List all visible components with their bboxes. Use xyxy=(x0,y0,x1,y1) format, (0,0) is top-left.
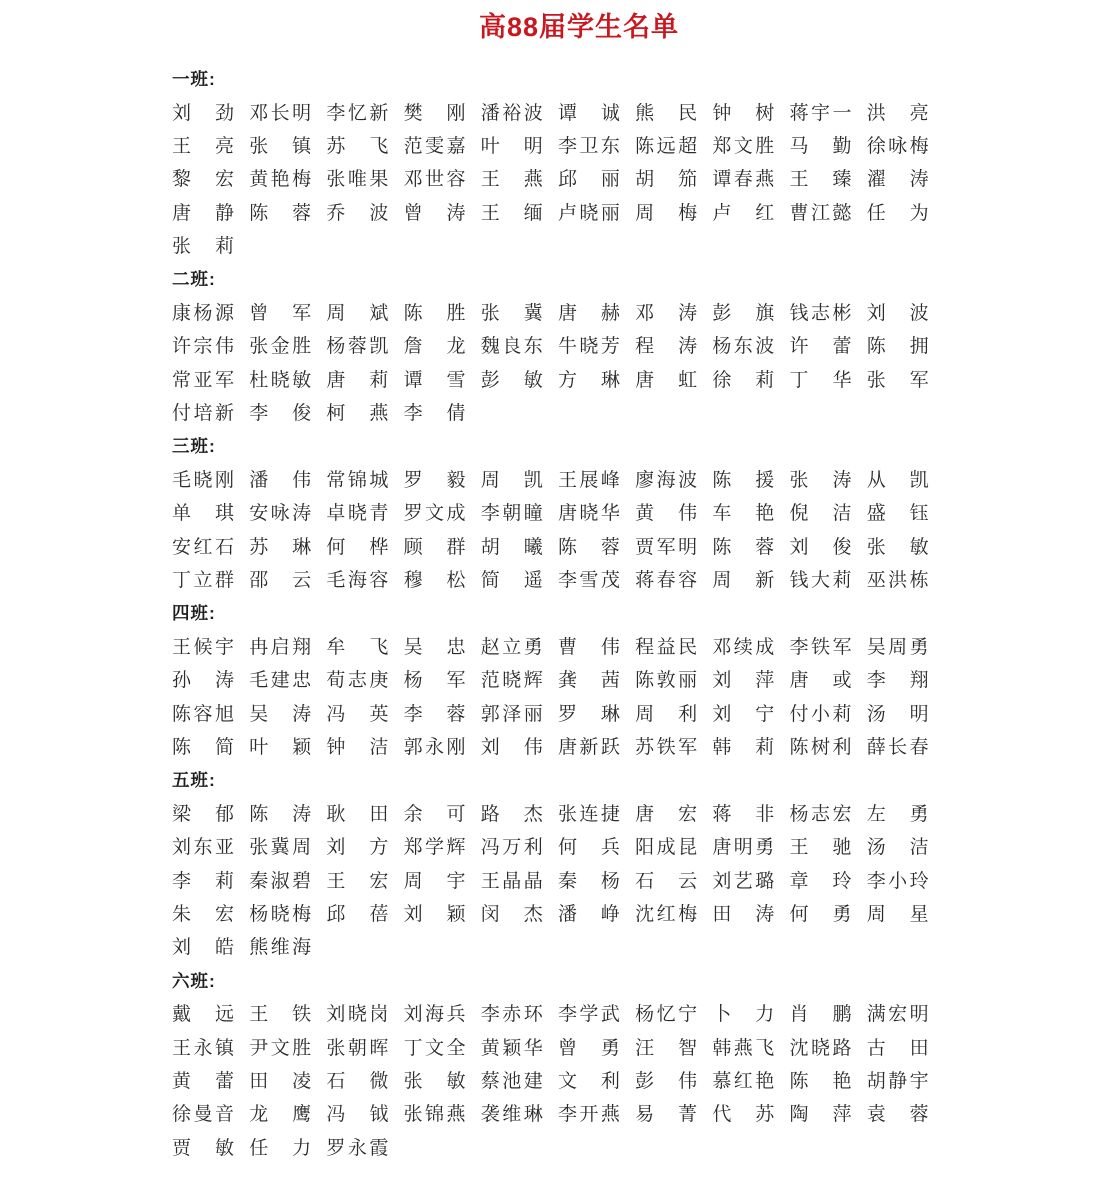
student-name: 许 蕾 xyxy=(789,336,852,358)
student-name: 杨 忆 宁 xyxy=(635,1004,698,1026)
student-name: 韩 燕 飞 xyxy=(712,1037,775,1059)
student-name: 戴 远 xyxy=(172,1004,234,1026)
student-name: 单 琪 xyxy=(172,503,234,525)
student-name: 张 唯 果 xyxy=(326,169,389,191)
student-name: 王 展 峰 xyxy=(557,469,620,491)
student-name: 盛 钰 xyxy=(866,503,929,525)
student-name: 陈 树 利 xyxy=(789,737,852,758)
student-name: 熊 维 海 xyxy=(249,937,312,959)
student-name: 陈 涛 xyxy=(249,803,312,825)
student-name: 谭 春 燕 xyxy=(712,169,775,191)
student-name: 周 梅 xyxy=(635,202,698,224)
student-name: 田 凌 xyxy=(249,1070,312,1092)
student-name: 石 微 xyxy=(326,1070,389,1092)
student-name: 毛 海 容 xyxy=(326,570,389,592)
student-name: 邱 丽 xyxy=(557,169,620,191)
student-name: 何 桦 xyxy=(326,536,389,558)
student-name: 张 冀 周 xyxy=(249,837,312,859)
student-name: 潘 裕 波 xyxy=(480,102,543,124)
student-name: 周 星 xyxy=(866,903,929,925)
student-list xyxy=(172,63,942,1165)
student-name: 李 倩 xyxy=(403,403,466,425)
student-name: 曹 伟 xyxy=(557,636,620,658)
student-name: 古 田 xyxy=(866,1037,929,1059)
student-name: 蒋 春 容 xyxy=(635,570,698,592)
student-name: 李 赤 环 xyxy=(480,1004,543,1026)
student-name: 刘 皓 xyxy=(172,937,234,959)
student-name: 蒋 非 xyxy=(712,803,775,825)
student-name: 陈 蓉 xyxy=(712,536,775,558)
student-name: 何 兵 xyxy=(557,837,620,859)
class-label: 五班: xyxy=(172,770,216,791)
student-name: 魏 良 东 xyxy=(480,336,543,358)
student-name: 曾 军 xyxy=(249,302,312,324)
student-name: 刘 东 亚 xyxy=(172,837,234,859)
student-name: 刘 萍 xyxy=(712,670,775,692)
class-section xyxy=(172,764,942,964)
student-name: 刘 晓 岗 xyxy=(326,1004,389,1026)
student-name: 何 勇 xyxy=(789,903,852,925)
student-name: 张 敏 xyxy=(403,1070,466,1092)
student-name: 余 可 xyxy=(403,803,466,825)
student-name: 王 候 宇 xyxy=(172,636,234,658)
student-name: 刘 方 xyxy=(326,837,389,859)
student-name: 黄 颖 华 xyxy=(480,1037,543,1059)
page-title: 高88届学生名单 xyxy=(478,12,680,42)
student-name: 陈 胜 xyxy=(403,302,466,324)
student-name: 李 卫 东 xyxy=(557,135,620,157)
student-name: 潘 峥 xyxy=(557,903,620,925)
student-name: 常 亚 军 xyxy=(172,369,234,391)
student-name: 许 宗 伟 xyxy=(172,336,234,358)
class-section xyxy=(172,597,942,764)
student-name: 汪 智 xyxy=(635,1037,698,1059)
student-name: 罗 毅 xyxy=(403,469,466,491)
student-name: 任 力 xyxy=(249,1137,312,1159)
student-name: 王 亮 xyxy=(172,135,234,157)
student-name: 詹 龙 xyxy=(403,336,466,358)
student-name: 李 雪 茂 xyxy=(557,570,620,592)
student-name: 张 敏 xyxy=(866,536,929,558)
student-name: 陈 艳 xyxy=(789,1070,852,1092)
student-name: 唐 新 跃 xyxy=(557,737,620,758)
student-name: 杨 蓉 凯 xyxy=(326,336,389,358)
student-name: 汤 洁 xyxy=(866,837,929,859)
student-name: 陶 萍 xyxy=(789,1104,852,1126)
student-name: 杜 晓 敏 xyxy=(249,369,312,391)
student-name: 闵 杰 xyxy=(480,903,543,925)
student-name: 钟 树 xyxy=(712,102,775,124)
student-name: 张 金 胜 xyxy=(249,336,312,358)
student-name: 赵 立 勇 xyxy=(480,636,543,658)
student-name: 谭 诚 xyxy=(557,102,620,124)
student-name: 杨 军 xyxy=(403,670,466,692)
student-name: 汤 明 xyxy=(866,703,929,725)
student-name: 乔 波 xyxy=(326,202,389,224)
class-section xyxy=(172,965,942,1165)
student-name: 黄 伟 xyxy=(635,503,698,525)
student-name: 李 铁 军 xyxy=(789,636,852,658)
student-name: 张 朝 晖 xyxy=(326,1037,389,1059)
class-section xyxy=(172,263,942,430)
student-name: 罗 琳 xyxy=(557,703,620,725)
student-name: 沈 晓 路 xyxy=(789,1037,852,1059)
student-name: 李 蓉 xyxy=(403,703,466,725)
student-name: 顾 群 xyxy=(403,536,466,558)
student-name: 陈 敦 丽 xyxy=(635,670,698,692)
student-name: 李 学 武 xyxy=(557,1004,620,1026)
class-label: 四班: xyxy=(172,603,216,624)
student-name: 贾 敏 xyxy=(172,1137,234,1159)
student-name: 邓 续 成 xyxy=(712,636,775,658)
student-name: 韩 莉 xyxy=(712,737,775,758)
student-name: 易 菁 xyxy=(635,1104,698,1126)
student-name: 冉 启 翔 xyxy=(249,636,312,658)
student-name: 牛 晓 芳 xyxy=(557,336,620,358)
student-name: 丁 华 xyxy=(789,369,852,391)
student-name: 吴 涛 xyxy=(249,703,312,725)
student-name: 朱 宏 xyxy=(172,903,234,925)
student-name: 潘 伟 xyxy=(249,469,312,491)
student-name: 张 锦 燕 xyxy=(403,1104,466,1126)
student-name: 曾 涛 xyxy=(403,202,466,224)
student-name: 苏 飞 xyxy=(326,135,389,157)
names-grid xyxy=(172,631,942,765)
student-name: 胡 静 宇 xyxy=(866,1070,929,1092)
student-name: 王 晶 晶 xyxy=(480,870,543,892)
student-name: 梁 郁 xyxy=(172,803,234,825)
student-name: 陈 远 超 xyxy=(635,135,698,157)
student-name: 郑 文 胜 xyxy=(712,135,775,157)
student-name: 苏 琳 xyxy=(249,536,312,558)
student-name: 耿 田 xyxy=(326,803,389,825)
student-name: 李 俊 xyxy=(249,403,312,425)
student-name: 吴 周 勇 xyxy=(866,636,929,658)
student-name: 毛 建 忠 xyxy=(249,670,312,692)
student-name: 吴 忠 xyxy=(403,636,466,658)
student-name: 车 艳 xyxy=(712,503,775,525)
student-name: 蒋 宇 一 xyxy=(789,102,852,124)
student-name: 张 镇 xyxy=(249,135,312,157)
student-name: 曹 江 懿 xyxy=(789,202,852,224)
names-grid xyxy=(172,464,942,598)
student-name: 叶 颖 xyxy=(249,737,312,758)
student-name: 徐 咏 梅 xyxy=(866,135,929,157)
student-name: 王 臻 xyxy=(789,169,852,191)
student-name: 袁 蓉 xyxy=(866,1104,929,1126)
student-name: 付 小 莉 xyxy=(789,703,852,725)
student-name: 李 翔 xyxy=(866,670,929,692)
student-name: 方 琳 xyxy=(557,369,620,391)
student-name: 唐 静 xyxy=(172,202,234,224)
student-name: 彭 旗 xyxy=(712,302,775,324)
student-name: 黄 蕾 xyxy=(172,1070,234,1092)
student-name: 唐 虹 xyxy=(635,369,698,391)
student-name: 龚 茜 xyxy=(557,670,620,692)
student-name: 蔡 池 建 xyxy=(480,1070,543,1092)
student-name: 濯 涛 xyxy=(866,169,929,191)
student-name: 李 朝 瞳 xyxy=(480,503,543,525)
student-name: 唐 宏 xyxy=(635,803,698,825)
class-label: 一班: xyxy=(172,69,216,89)
student-name: 阳 成 昆 xyxy=(635,837,698,859)
student-name: 卓 晓 青 xyxy=(326,503,389,525)
student-name: 王 铁 xyxy=(249,1004,312,1026)
student-name: 彭 敏 xyxy=(480,369,543,391)
student-name: 付 培 新 xyxy=(172,403,234,425)
student-name: 刘 颖 xyxy=(403,903,466,925)
student-name: 卢 晓 丽 xyxy=(557,202,620,224)
student-name: 王 永 镇 xyxy=(172,1037,234,1059)
student-name: 卜 力 xyxy=(712,1004,775,1026)
student-name: 胡 曦 xyxy=(480,536,543,558)
student-name: 邱 蓓 xyxy=(326,903,389,925)
student-name: 杨 志 宏 xyxy=(789,803,852,825)
student-name: 荀 志 庚 xyxy=(326,670,389,692)
student-name: 陈 蓉 xyxy=(557,536,620,558)
student-name: 左 勇 xyxy=(866,803,929,825)
student-name: 邓 世 容 xyxy=(403,169,466,191)
student-name: 满 宏 明 xyxy=(866,1004,929,1026)
student-name: 从 凯 xyxy=(866,469,929,491)
student-name: 张 涛 xyxy=(789,469,852,491)
student-name: 卢 红 xyxy=(712,202,775,224)
student-name: 康 杨 源 xyxy=(172,302,234,324)
student-name: 郭 泽 丽 xyxy=(480,703,543,725)
student-name: 常 锦 城 xyxy=(326,469,389,491)
student-name: 陈 援 xyxy=(712,469,775,491)
student-name: 张 莉 xyxy=(172,236,234,258)
student-name: 谭 雪 xyxy=(403,369,466,391)
student-name: 刘 劲 xyxy=(172,102,234,124)
student-name: 程 涛 xyxy=(635,336,698,358)
student-name: 徐 曼 音 xyxy=(172,1104,234,1126)
student-name: 刘 海 兵 xyxy=(403,1004,466,1026)
student-name: 冯 英 xyxy=(326,703,389,725)
names-grid xyxy=(172,96,942,263)
student-name: 马 勤 xyxy=(789,135,852,157)
student-name: 章 玲 xyxy=(789,870,852,892)
student-name: 贾 军 明 xyxy=(635,536,698,558)
student-name: 石 云 xyxy=(635,870,698,892)
student-name: 安 咏 涛 xyxy=(249,503,312,525)
student-name: 郭 永 刚 xyxy=(403,737,466,758)
class-section xyxy=(172,430,942,597)
class-label: 六班: xyxy=(172,970,216,991)
student-name: 冯 钺 xyxy=(326,1104,389,1126)
student-name: 肖 鹏 xyxy=(789,1004,852,1026)
student-name: 张 连 捷 xyxy=(557,803,620,825)
student-name: 范 雯 嘉 xyxy=(403,135,466,157)
names-grid xyxy=(172,998,942,1165)
student-name: 刘 伟 xyxy=(480,737,543,758)
student-name: 邓 涛 xyxy=(635,302,698,324)
student-name: 路 杰 xyxy=(480,803,543,825)
student-name: 杨 东 波 xyxy=(712,336,775,358)
student-name: 彭 伟 xyxy=(635,1070,698,1092)
student-name: 唐 赫 xyxy=(557,302,620,324)
student-name: 唐 明 勇 xyxy=(712,837,775,859)
student-name: 邓 长 明 xyxy=(249,102,312,124)
student-name: 周 凯 xyxy=(480,469,543,491)
student-name: 苏 铁 军 xyxy=(635,737,698,758)
student-name: 范 晓 辉 xyxy=(480,670,543,692)
student-name: 简 遥 xyxy=(480,570,543,592)
student-name: 唐 或 xyxy=(789,670,852,692)
student-name: 黎 宏 xyxy=(172,169,234,191)
student-name: 钱 大 莉 xyxy=(789,570,852,592)
student-name: 陈 拥 xyxy=(866,336,929,358)
student-name: 钱 志 彬 xyxy=(789,302,852,324)
student-name: 穆 松 xyxy=(403,570,466,592)
student-name: 慕 红 艳 xyxy=(712,1070,775,1092)
student-name: 安 红 石 xyxy=(172,536,234,558)
student-name: 王 宏 xyxy=(326,870,389,892)
student-name: 刘 艺 璐 xyxy=(712,870,775,892)
student-name: 王 燕 xyxy=(480,169,543,191)
student-name: 张 军 xyxy=(866,369,929,391)
student-name: 刘 宁 xyxy=(712,703,775,725)
student-name: 文 利 xyxy=(557,1070,620,1092)
student-name: 周 斌 xyxy=(326,302,389,324)
student-name: 牟 飞 xyxy=(326,636,389,658)
student-name: 李 开 燕 xyxy=(557,1104,620,1126)
student-name: 秦 杨 xyxy=(557,870,620,892)
student-name: 丁 文 全 xyxy=(403,1037,466,1059)
student-name: 郑 学 辉 xyxy=(403,837,466,859)
names-grid xyxy=(172,297,942,431)
names-grid xyxy=(172,798,942,965)
student-name: 孙 涛 xyxy=(172,670,234,692)
student-name: 毛 晓 刚 xyxy=(172,469,234,491)
student-name: 李 忆 新 xyxy=(326,102,389,124)
student-name: 代 苏 xyxy=(712,1104,775,1126)
student-name: 袭 维 琳 xyxy=(480,1104,543,1126)
student-name: 陈 容 旭 xyxy=(172,703,234,725)
student-name: 田 涛 xyxy=(712,903,775,925)
student-name: 刘 俊 xyxy=(789,536,852,558)
student-name: 尹 文 胜 xyxy=(249,1037,312,1059)
student-name: 程 益 民 xyxy=(635,636,698,658)
student-name: 丁 立 群 xyxy=(172,570,234,592)
student-name: 李 小 玲 xyxy=(866,870,929,892)
student-name: 钟 洁 xyxy=(326,737,389,758)
student-name: 周 新 xyxy=(712,570,775,592)
student-name: 倪 洁 xyxy=(789,503,852,525)
student-name: 王 驰 xyxy=(789,837,852,859)
student-name: 陈 简 xyxy=(172,737,234,758)
student-name: 熊 民 xyxy=(635,102,698,124)
student-name: 唐 晓 华 xyxy=(557,503,620,525)
student-name: 樊 刚 xyxy=(403,102,466,124)
student-name: 曾 勇 xyxy=(557,1037,620,1059)
student-name: 邵 云 xyxy=(249,570,312,592)
student-name: 徐 莉 xyxy=(712,369,775,391)
student-name: 唐 莉 xyxy=(326,369,389,391)
class-section xyxy=(172,63,942,263)
student-name: 周 宇 xyxy=(403,870,466,892)
student-name: 巫 洪 栋 xyxy=(866,570,929,592)
student-name: 刘 波 xyxy=(866,302,929,324)
student-name: 廖 海 波 xyxy=(635,469,698,491)
student-name: 胡 笳 xyxy=(635,169,698,191)
student-name: 张 冀 xyxy=(480,302,543,324)
student-name: 柯 燕 xyxy=(326,403,389,425)
student-name: 秦 淑 碧 xyxy=(249,870,312,892)
student-name: 罗 永 霞 xyxy=(326,1137,389,1159)
student-name: 冯 万 利 xyxy=(480,837,543,859)
student-name: 沈 红 梅 xyxy=(635,903,698,925)
student-name: 任 为 xyxy=(866,202,929,224)
student-name: 杨 晓 梅 xyxy=(249,903,312,925)
student-name: 洪 亮 xyxy=(866,102,929,124)
class-label: 二班: xyxy=(172,269,216,290)
student-name: 陈 蓉 xyxy=(249,202,312,224)
student-name: 叶 明 xyxy=(480,135,543,157)
student-name: 罗 文 成 xyxy=(403,503,466,525)
student-name: 王 缅 xyxy=(480,202,543,224)
student-name: 龙 鹰 xyxy=(249,1104,312,1126)
student-name: 黄 艳 梅 xyxy=(249,169,312,191)
student-name: 李 莉 xyxy=(172,870,234,892)
student-name: 薛 长 春 xyxy=(866,737,929,758)
student-name: 周 利 xyxy=(635,703,698,725)
class-label: 三班: xyxy=(172,436,216,457)
